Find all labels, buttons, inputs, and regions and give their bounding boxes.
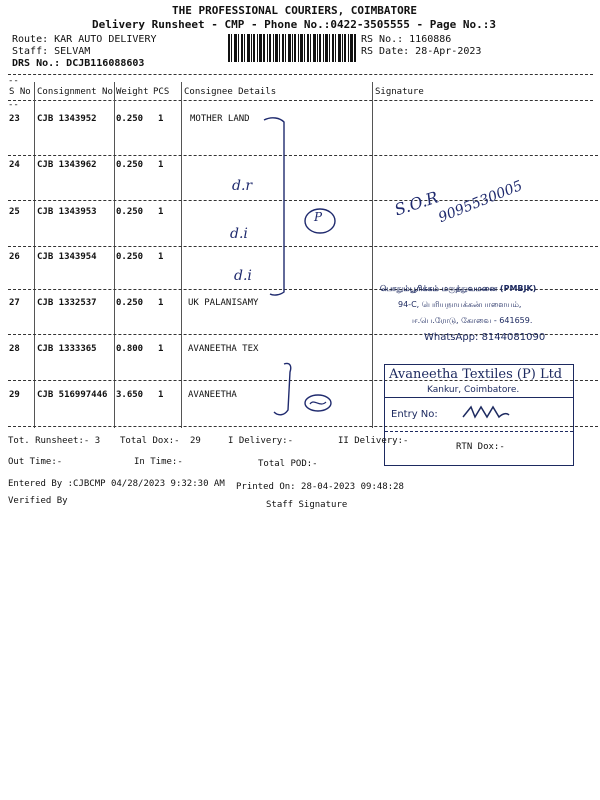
printed-on: Printed On: 28-04-2023 09:48:28 bbox=[236, 482, 404, 492]
row-weight: 0.250 bbox=[116, 252, 144, 262]
row-sno: 24 bbox=[9, 160, 20, 170]
rs-number: RS No.: 1160886 bbox=[361, 34, 452, 45]
total-pod-label: Total POD:- bbox=[258, 459, 318, 469]
stamp-company-name: Avaneetha Textiles (P) Ltd bbox=[389, 367, 563, 382]
column-divider bbox=[372, 82, 373, 428]
row-consignment: CJB 1333365 bbox=[37, 344, 97, 354]
row-consignment: CJB 1343952 bbox=[37, 114, 97, 124]
row-consignment: CJB 516997446 bbox=[37, 390, 108, 400]
stamp-line: 94-C, பெரியநாயக்கன்பாளையம், bbox=[398, 300, 522, 309]
row-pcs: 1 bbox=[158, 160, 164, 170]
handwritten-row25: d.i bbox=[230, 226, 248, 242]
dash-stub: -- bbox=[8, 76, 19, 86]
ii-delivery-label: II Delivery:- bbox=[338, 436, 409, 446]
row-separator bbox=[8, 155, 598, 156]
staff-label: Staff: SELVAM bbox=[12, 46, 91, 57]
row-weight: 0.800 bbox=[116, 344, 144, 354]
i-delivery-label: I Delivery:- bbox=[228, 436, 294, 446]
row-consignee: AVANEETHA bbox=[188, 390, 237, 400]
col-header-sno: S No bbox=[9, 87, 31, 97]
row-consignment: CJB 1343962 bbox=[37, 160, 97, 170]
stamp-line: பொதும்பூரிக்கம் மருத்துவமனை (PMBJK) bbox=[380, 284, 537, 293]
dash-stub: -- bbox=[8, 100, 19, 110]
row-weight: 0.250 bbox=[116, 298, 144, 308]
verified-by: Verified By bbox=[8, 496, 68, 506]
row-consignee: AVANEETHA TEX bbox=[188, 344, 259, 354]
header-rule-top bbox=[8, 74, 593, 75]
row-pcs: 1 bbox=[158, 207, 164, 217]
column-divider bbox=[181, 82, 182, 428]
in-time-label: In Time:- bbox=[134, 457, 183, 467]
circled-mark-icon bbox=[302, 392, 334, 414]
col-header-pcs: PCS bbox=[153, 87, 170, 97]
initials-scribble-icon bbox=[461, 401, 511, 425]
stamp-entry-no: Entry No: bbox=[391, 409, 438, 420]
handwritten-row24: d.r bbox=[232, 178, 253, 194]
row-pcs: 1 bbox=[158, 252, 164, 262]
company-title: THE PROFESSIONAL COURIERS, COIMBATORE bbox=[172, 4, 418, 17]
row-weight: 0.250 bbox=[116, 160, 144, 170]
row-consignee: MOTHER LAND bbox=[190, 114, 250, 124]
runsheet-subtitle: Delivery Runsheet - CMP - Phone No.:0422-3505555 - Page No.:3 bbox=[92, 18, 496, 31]
row-sno: 25 bbox=[9, 207, 20, 217]
row-consignment: CJB 1343954 bbox=[37, 252, 97, 262]
row-separator bbox=[8, 200, 598, 201]
col-header-signature: Signature bbox=[375, 87, 424, 97]
entered-by: Entered By :CJBCMP 04/28/2023 9:32:30 AM bbox=[8, 479, 225, 489]
staff-signature-label: Staff Signature bbox=[266, 500, 348, 510]
column-divider bbox=[34, 82, 35, 428]
circled-mark-text: P bbox=[314, 210, 323, 224]
stamp-place: Kankur, Coimbatore. bbox=[427, 385, 520, 395]
row-sno: 29 bbox=[9, 390, 20, 400]
row-sno: 27 bbox=[9, 298, 20, 308]
column-divider bbox=[114, 82, 115, 428]
rs-date: RS Date: 28-Apr-2023 bbox=[361, 46, 482, 57]
route-label: Route: KAR AUTO DELIVERY bbox=[12, 34, 157, 45]
row-consignment: CJB 1343953 bbox=[37, 207, 97, 217]
row-sno: 26 bbox=[9, 252, 20, 262]
row-pcs: 1 bbox=[158, 114, 164, 124]
row-pcs: 1 bbox=[158, 390, 164, 400]
out-time-label: Out Time:- bbox=[8, 457, 63, 467]
handwritten-row26: d.i bbox=[234, 268, 252, 284]
col-header-weight: Weight bbox=[116, 87, 149, 97]
row-pcs: 1 bbox=[158, 344, 164, 354]
row-sno: 23 bbox=[9, 114, 20, 124]
stamp-whatsapp: WhatsApp: 8144081090 bbox=[424, 332, 546, 343]
header-rule-bottom bbox=[8, 100, 593, 101]
row-consignee: UK PALANISAMY bbox=[188, 298, 259, 308]
drs-number: DRS No.: DCJB116088603 bbox=[12, 58, 145, 69]
row-weight: 0.250 bbox=[116, 114, 144, 124]
total-dox-label: Total Dox:- bbox=[120, 436, 180, 446]
row-pcs: 1 bbox=[158, 298, 164, 308]
stamp-line: ஈ.பெ.ரோடு, கோவை - 641659. bbox=[412, 316, 533, 325]
total-dox-value: 29 bbox=[190, 436, 201, 446]
rtn-dox-label: RTN Dox:- bbox=[456, 442, 505, 452]
row-sno: 28 bbox=[9, 344, 20, 354]
col-header-consignment: Consignment No bbox=[37, 87, 113, 97]
row-weight: 0.250 bbox=[116, 207, 144, 217]
tot-runsheet: Tot. Runsheet:- 3 bbox=[8, 436, 101, 446]
handwritten-signature: S.O.R bbox=[392, 187, 441, 220]
col-header-consignee: Consignee Details bbox=[184, 87, 277, 97]
barcode bbox=[228, 34, 356, 62]
row-weight: 3.650 bbox=[116, 390, 144, 400]
handwritten-bracket bbox=[262, 112, 292, 302]
handwritten-phone: 9095530005 bbox=[436, 177, 525, 227]
row-consignment: CJB 1332537 bbox=[37, 298, 97, 308]
row-separator bbox=[8, 246, 598, 247]
